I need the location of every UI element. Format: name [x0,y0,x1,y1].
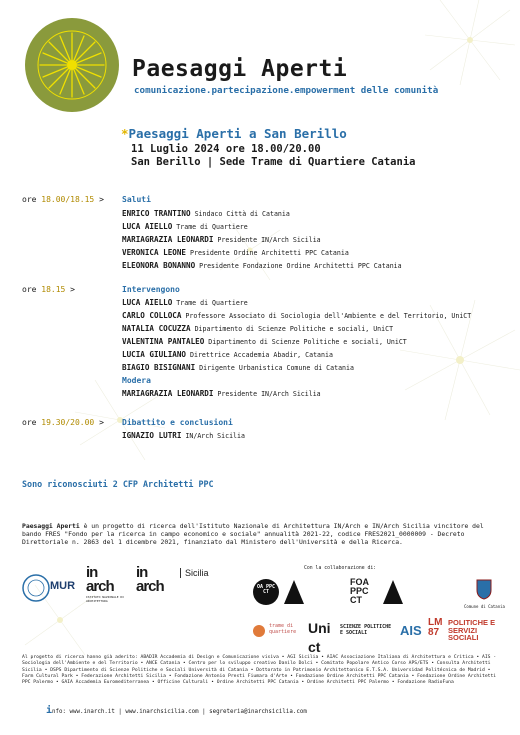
inarch-logo: in arch ISTITUTO NAZIONALE DI ARCHITETTURA [86,564,124,603]
speaker-row: MARIAGRAZIA LEONARDI Presidente IN/Arch Sicilia [122,389,321,398]
speaker-row: BIAGIO BISIGNANI Dirigente Urbanistica Comune di Catania [122,363,354,372]
speaker-row: ENRICO TRANTINO Sindaco Città di Catania [122,209,290,218]
scienze-politiche-logo: SCIENZE POLITICHE E SOCIALI [340,624,392,636]
section-heading: Intervengono [122,285,180,294]
cfp-notice: Sono riconosciuti 2 CFP Architetti PPC [22,479,214,489]
speaker-row: MARIAGRAZIA LEONARDI Presidente IN/Arch Sicilia [122,235,321,244]
speaker-row: CARLO COLLOCA Professore Associato di Sociologia dell'Ambiente e del Territorio, UniCT [122,311,472,320]
unict-logo: Uni ct [308,620,331,655]
speaker-row: LUCA AIELLO Trame di Quartiere [122,222,248,231]
speaker-row: NATALIA COCUZZA Dipartimento di Scienze Politiche e sociali, UniCT [122,324,394,333]
page-title: Paesaggi Aperti [132,56,348,82]
trame-di-quartiere-logo: trame di quartiere [252,622,304,642]
speaker-row: VALENTINA PANTALEO Dipartimento di Scienze Politiche e sociali, UniCT [122,337,407,346]
inarch-sicilia-logo: in arch Sicilia [136,564,209,595]
contact-info: info: www.inarch.it | www.inarchsicilia.com | segreteria@inarchsicilia.com [46,705,307,716]
ais-logo: AIS [400,623,422,638]
event-place: San Berillo | Sede Trame di Quartiere Catania [131,156,416,168]
contact-links[interactable]: www.inarch.it | www.inarchsicilia.com | segreteria@inarchsicilia.com [66,709,307,715]
adherents-list: Al progetto di ricerca hanno già aderito: ABADIR Accademia di Design e Comunicazione visiva • AGI Sicilia • AIAC Associazione Italiana di Architettura e Critica • AIS - Sociologia dell'Ambiente e del Territorio • ANCE Catania • Centro per lo sviluppo creativo Danilo Dolci • Comitato Popolare Antico Corso APS/ETS • Consulta Architetti Sicilia • DSPS Dipartimento di Scienze Politiche e Sociali Università di Catania • Dottorato in Patrimonio Architettonico E.T.S.A. Universidad Politécnica de Madrid • Farm Cultural Park • Federazione Architetti Sicilia • Fondazione Antonio Presti Fiumara d'Arte • Fondazione Ordine Architetti PPC Catania • Fondazione Ordine Architetti PPC Palermo • GAIA Accademia Euromediterranea • Officine Culturali • Ordine Architetti PPC Catania • Ordine Architetti PPC Palermo • Fondazione RadioFuna [22,655,497,686]
star-icon: * [121,126,129,141]
section-heading: Saluti [122,195,151,204]
speaker-row: ELEONORA BONANNO Presidente Fondazione Ordine Architetti PPC Catania [122,261,402,270]
speaker-row: VERONICA LEONE Presidente Ordine Architetti PPC Catania [122,248,349,257]
collaboration-label: Con la collaborazione di: [304,566,377,571]
comune-catania-logo: Comune di Catania [464,578,504,614]
section-heading-modera: Modera [122,376,151,385]
oappc-logo: OA PPC CT [252,578,282,606]
foappc-logo: FOA PPC CT [350,577,369,605]
info-icon: i [46,705,53,716]
time-slot: ore 18.15 > [22,285,75,294]
foappc-triangle [383,578,403,606]
speaker-row: LUCA AIELLO Trame di Quartiere [122,298,248,307]
oappc-triangle [284,578,304,606]
section-heading: Dibattito e conclusioni [122,418,233,427]
event-date: 11 Luglio 2024 ore 18.00/20.00 [131,143,321,155]
project-description: Paesaggi Aperti è un progetto di ricerca dell'Istituto Nazionale di Architettura IN/Arch e IN/Arch Sicilia vincitore del bando FRES "Fondo per la ricerca in campo economico e sociale" annualità 2021-22, codice FRES2021_0000009 - Decreto Direttoriale n. 2863 del 1 dicembre 2021, finanziato dal Ministero dell'Università e della Ricerca. [22,522,484,546]
lm87-logo: LM 87 POLITICHE E SERVIZI SOCIALI [428,617,496,642]
speaker-row: IGNAZIO LUTRI IN/Arch Sicilia [122,431,245,440]
time-slot: ore 18.00/18.15 > [22,195,104,204]
speaker-row: LUCIA GIULIANO Direttrice Accademia Abadir, Catania [122,350,333,359]
mur-logo: MUR [22,570,74,606]
paesaggi-aperti-logo [24,17,120,113]
event-title-text: Paesaggi Aperti a San Berillo [128,126,347,141]
time-slot: ore 19.30/20.00 > [22,418,104,427]
tagline: comunicazione.partecipazione.empowerment delle comunità [134,85,439,96]
event-title [121,126,347,141]
